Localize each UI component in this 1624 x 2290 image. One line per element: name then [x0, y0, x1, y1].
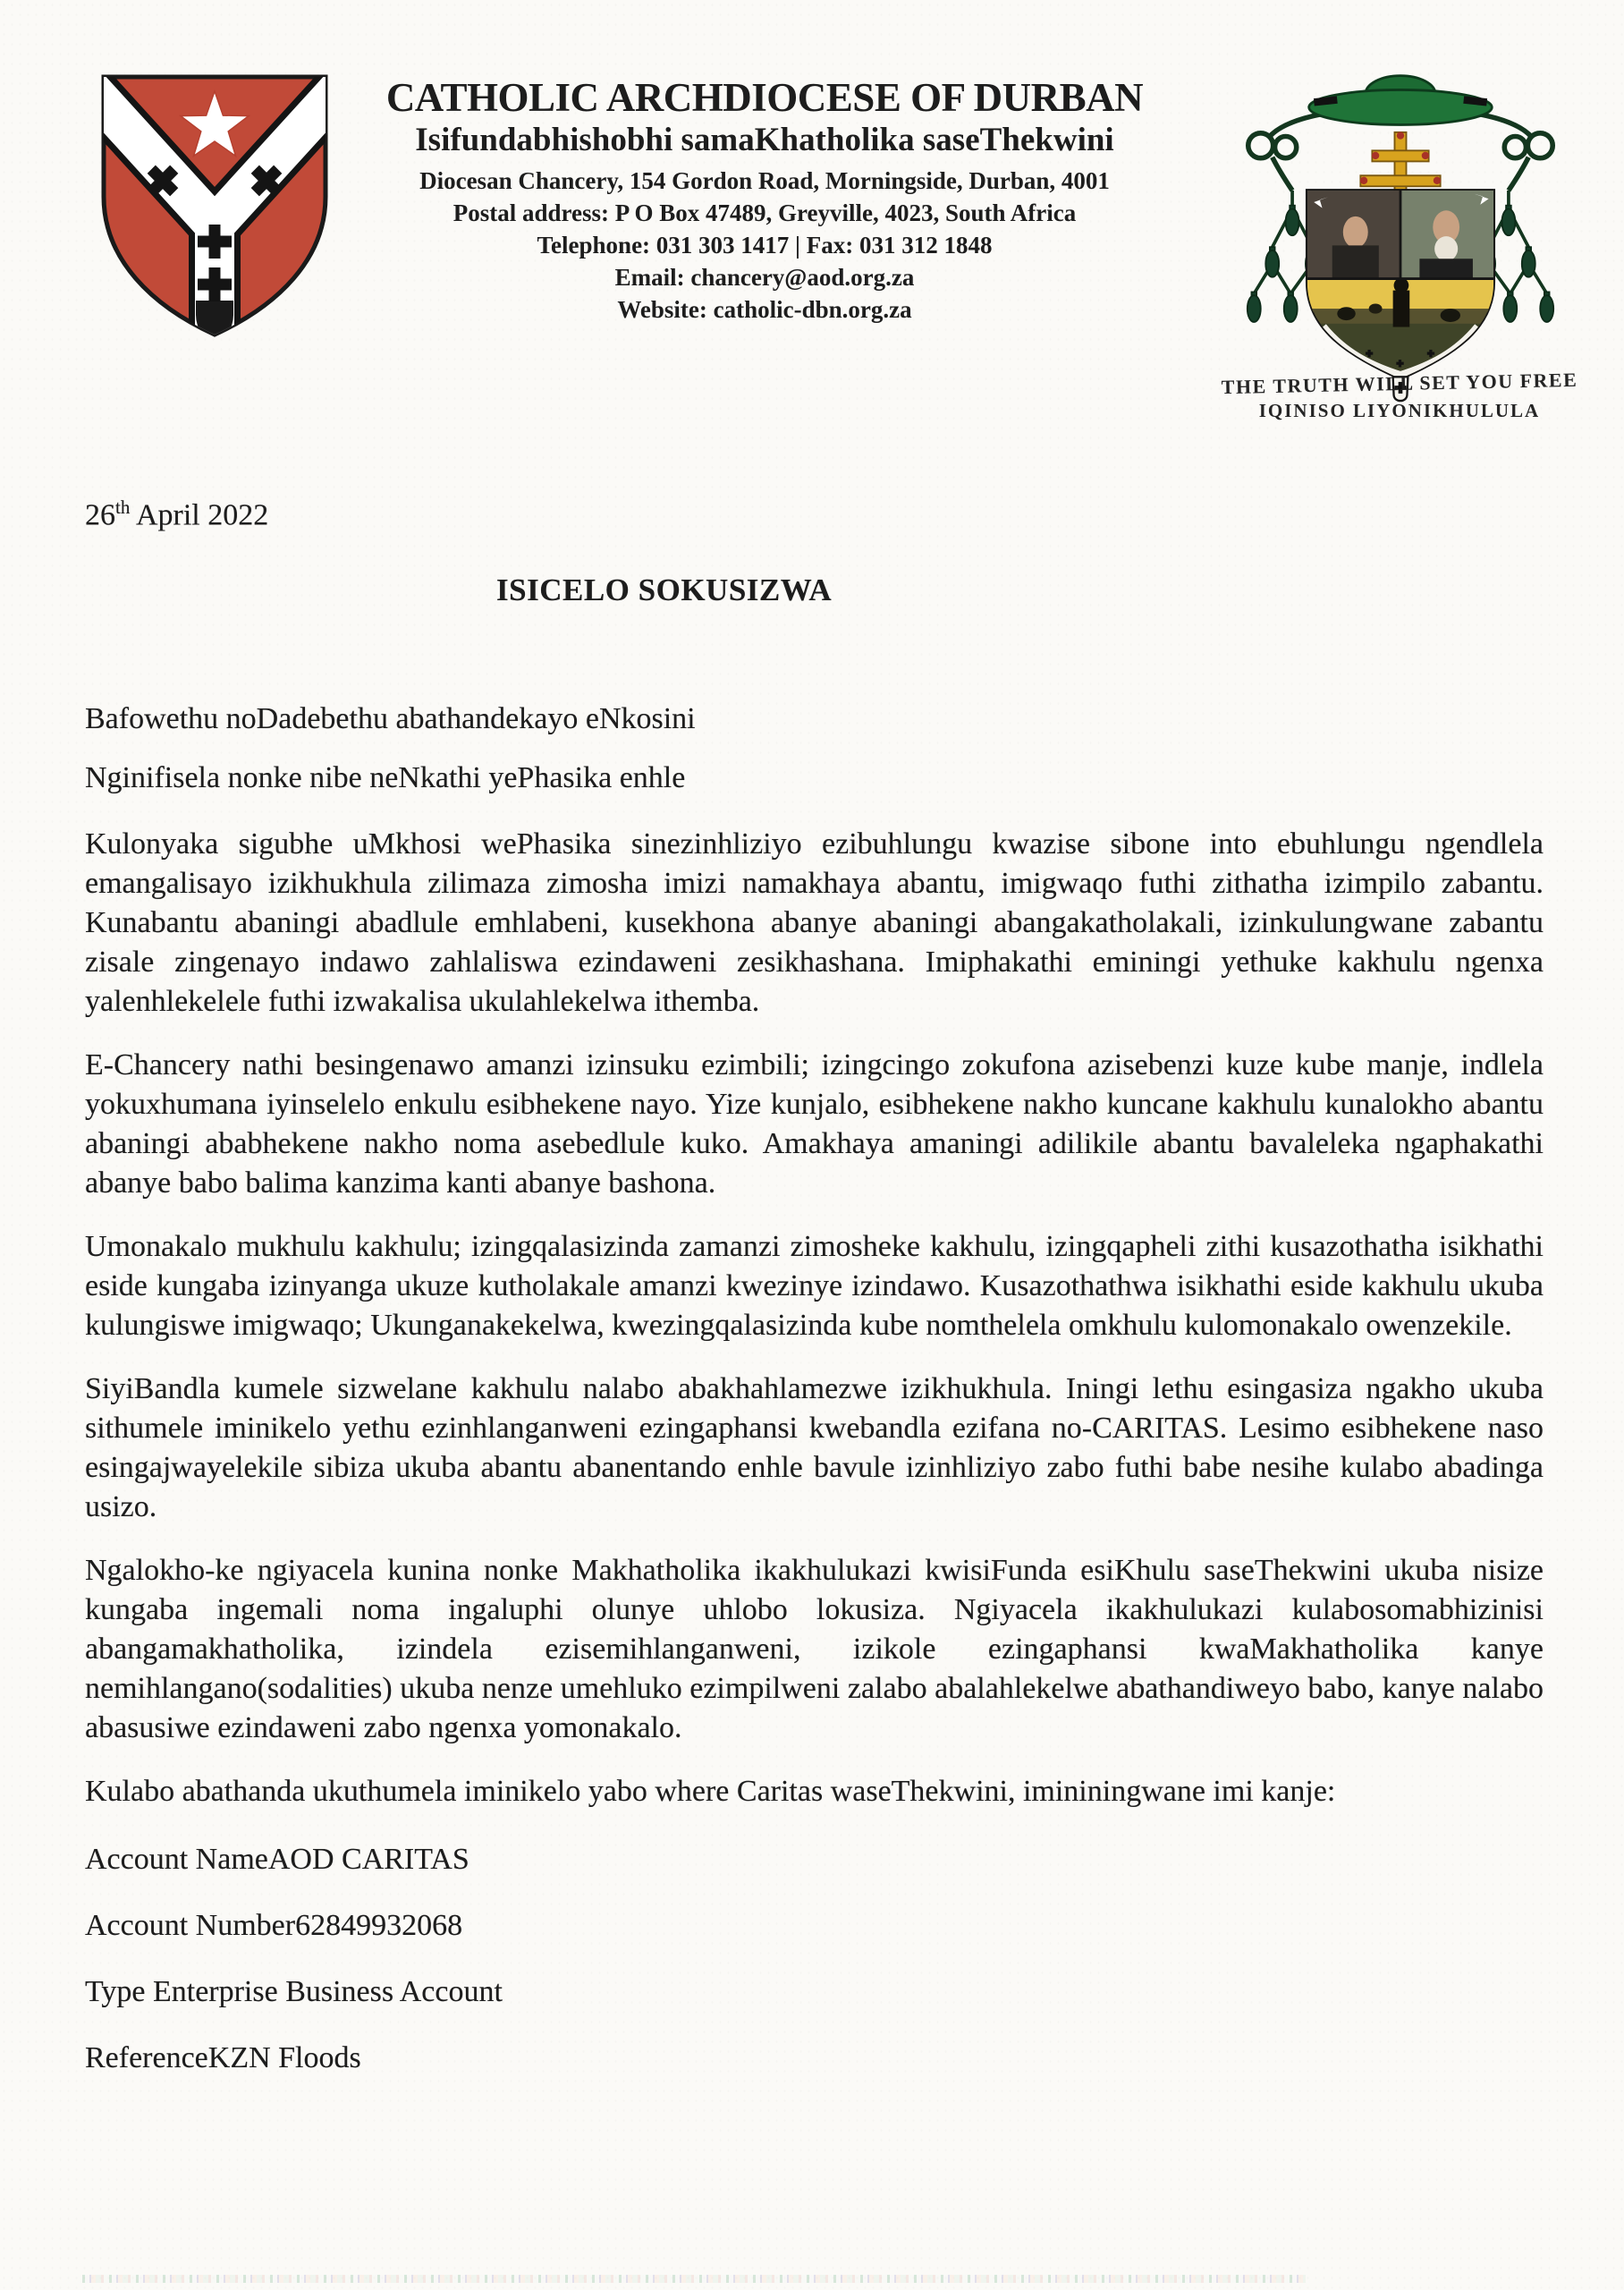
coat-of-arms-icon: [1209, 59, 1592, 417]
address-line-1: Diocesan Chancery, 154 Gordon Road, Morningside, Durban, 4001: [419, 167, 1110, 194]
account-reference-line: ReferenceKZN Floods: [85, 2041, 361, 2075]
account-number-line: Account Number62849932068: [85, 1909, 463, 1943]
letter-paragraph: Kulonyaka sigubhe uMkhosi wePhasika sinezinhliziyo ezibuhlungu kwazise sibone into ebuhlungu ngendlela emangalisayo izikhukhula zilimaza zimosha imizi namakhaya abantu, imigwaqo futhi zithatha izimpilo zabantu. Kunabantu abaningi abadlule emhlabeni, kusekhona abanye abaningi abangakatholakali, izinkulungwane zabantu zisale zingenayo indawo zahlaliswa ezindaweni zesikhashana. Imiphakathi eminingi yethuke kakhulu ngenxa yalenhlekelele futhi izwakalisa ukulahlekelwa ithemba.: [85, 827, 1544, 1019]
org-name: CATHOLIC ARCHDIOCESE OF DURBAN: [385, 75, 1144, 120]
motto-zulu: IQINISO LIYONIKHULULA: [1258, 400, 1541, 421]
scan-artifact-strip: [82, 2275, 1306, 2283]
letter-title: ISICELO SOKUSIZWA: [496, 572, 833, 608]
website-line: Website: catholic-dbn.org.za: [617, 296, 912, 323]
shield-quarters: [1307, 191, 1493, 378]
salutation: Bafowethu noDadebethu abathandekayo eNkosini: [85, 702, 696, 736]
phone-fax-line: Telephone: 031 303 1417 | Fax: 031 312 1848: [537, 232, 993, 259]
date-line: 26th April 2022: [85, 496, 269, 532]
account-type-line: Type Enterprise Business Account: [85, 1975, 503, 2009]
email-line: Email: chancery@aod.org.za: [614, 264, 915, 291]
org-name-zulu: Isifundabhishobhi samaKhatholika saseThekwini: [415, 122, 1114, 158]
greeting: Nginifisela nonke nibe neNkathi yePhasika enhle: [85, 761, 686, 795]
motto-english: THE TRUTH WILL SET YOU FREE: [1221, 368, 1578, 399]
letter-paragraph: Ngalokho-ke ngiyacela kunina nonke Makhatholika ikakhulukazi kwisiFunda esiKhulu saseThekwini ukuba nisize kungaba ingemali noma ingaluphi olunye uhlobo lokusiza. Ngiyacela ikakhulukazi kulabosomabhizinisi abangamakhatholika, izindela ezisemihlanganweni, izikole ezingaphansi kwaMakhatholika kanye nemihlangano(sodalities) ukuba nenze umehluko ezimpilweni zalabo abalahlekelwe abathandiweyo babo, kanye nalabo abasusiwe ezindaweni zabo ngenxa yomonakalo.: [85, 1554, 1544, 1745]
account-name-line: Account NameAOD CARITAS: [85, 1843, 469, 1877]
bishop-coat-of-arms: [1209, 59, 1592, 370]
motto: [1189, 370, 1610, 424]
letter-paragraph: SiyiBandla kumele sizwelane kakhulu nalabo abakhahlamezwe izikhukhula. Iningi lethu esingasiza ngakho ukuba sithumele iminikelo yethu ezinhlanganweni ezingaphansi kwebandla ezifana no-CARITAS. Lesimo esibhekene naso esingajwayelekile sibiza ukuba abantu abanentando enhle bavule izinhliziyo zabo futhi babe nesihe kulabo abadinga usizo.: [85, 1372, 1544, 1524]
address-line-2: Postal address: P O Box 47489, Greyville, 4023, South Africa: [453, 199, 1077, 226]
letter-paragraph: Umonakalo mukhulu kakhulu; izingqalasizinda zamanzi zimosheke kakhulu, izingqapheli zithi kusazothatha isikhathi eside kungaba izinyanga ukuze kutholakale amanzi kwezinye izindawo. Kusazothathwa isikhathi eside kakhulu ukuba kulungiswe imigwaqo; Ukunganakekelwa, kwezingqalasizinda kube nomthelela omkhulu kulomonakalo owenzekile.: [85, 1230, 1544, 1343]
letter-paragraph: E-Chancery nathi besingenawo amanzi izinsuku ezimbili; izingcingo zokufona azisebenzi kuze kube manje, indlela yokuxhumana iyinselelo enkulu esibhekene nayo. Yize kunjalo, esibhekene nakho kuncane kakhulu kunalokho abantu abaningi ababhekene nakho noma asebedlule kuko. Amakhaya amaningi adilikile abantu bavaleleka ngaphakathi abanye babo balima kanzima kanti abanye bashona.: [85, 1048, 1544, 1200]
letter-paragraph: Kulabo abathanda ukuthumela iminikelo yabo where Caritas waseThekwini, imininingwane imi kanje:: [85, 1775, 1336, 1809]
letter-body: [85, 488, 1544, 2105]
galero-hat-icon: [1309, 76, 1493, 125]
letterhead: [295, 75, 1234, 326]
